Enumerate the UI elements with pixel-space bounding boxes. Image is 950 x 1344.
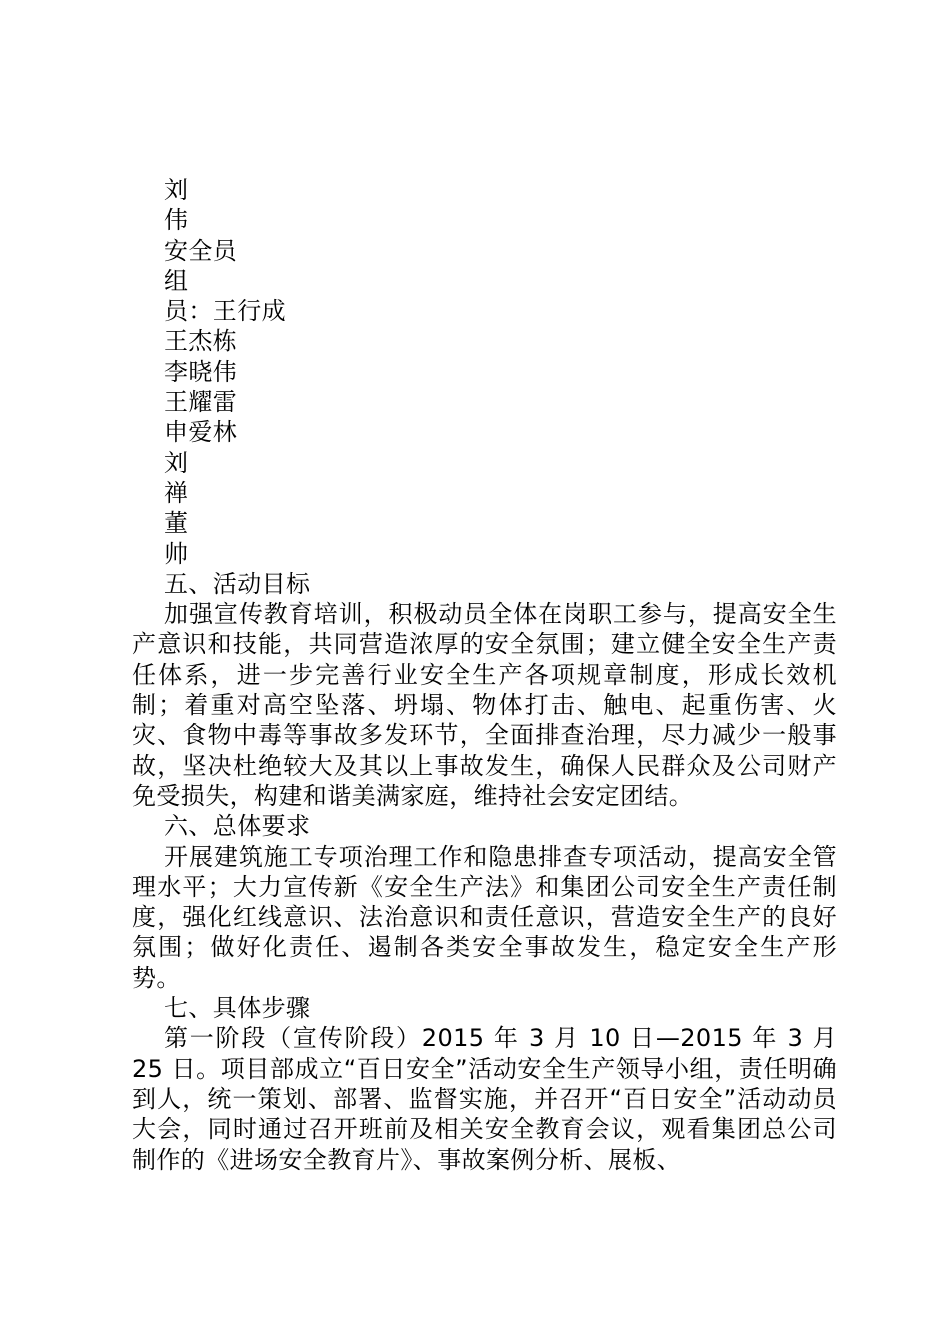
- section-6-body: 开展建筑施工专项治理工作和隐患排查专项活动，提高安全管理水平；大力宣传新《安全生产法》和集团公司安全生产责任制度，强化红线意识、法治意识和责任意识，营造安全生产的良好氛围；做好化责任、遏制各类安全事故发生，稳定安全生产形势。: [132, 842, 837, 992]
- team-member-name: 王耀雷: [164, 388, 238, 417]
- team-member-name: 刘: [164, 448, 189, 477]
- team-member-name: 帅: [164, 539, 189, 568]
- team-member-name: 伟: [164, 206, 189, 235]
- section-6-heading: 六、总体要求: [164, 812, 311, 841]
- team-member-role: 安全员: [164, 236, 238, 265]
- team-member-name: 王杰栋: [164, 327, 238, 356]
- section-7-heading: 七、具体步骤: [164, 994, 311, 1023]
- section-7-body: 第一阶段（宣传阶段）2015 年 3 月 10 日—2015 年 3 月 25 日。项目部成立“百日安全”活动安全生产领导小组，责任明确到人，统一策划、部署、监督实施，并召开“百日安全”活动动员大会，同时通过召开班前及相关安全教育会议，观看集团总公司制作的《进场安全教育片》、事故案例分析、展板、: [132, 1024, 837, 1174]
- team-member-name: 禅: [164, 478, 189, 507]
- team-member-name: 员：王行成: [164, 297, 286, 326]
- team-label: 组: [164, 266, 189, 295]
- team-member-name: 申爱林: [164, 418, 238, 447]
- section-5-body: 加强宣传教育培训，积极动员全体在岗职工参与，提高安全生产意识和技能，共同营造浓厚的安全氛围；建立健全安全生产责任体系，进一步完善行业安全生产各项规章制度，形成长效机制；着重对高空坠落、坍塌、物体打击、触电、起重伤害、火灾、食物中毒等事故多发环节，全面排查治理，尽力减少一般事故，坚决杜绝较大及其以上事故发生，确保人民群众及公司财产免受损失，构建和谐美满家庭，维持社会安定团结。: [132, 600, 837, 810]
- team-member-name: 董: [164, 509, 189, 538]
- section-5-heading: 五、活动目标: [164, 569, 311, 598]
- team-member-name: 刘: [164, 176, 189, 204]
- document-body: [132, 175, 837, 1175]
- team-member-name: 李晓伟: [164, 357, 238, 386]
